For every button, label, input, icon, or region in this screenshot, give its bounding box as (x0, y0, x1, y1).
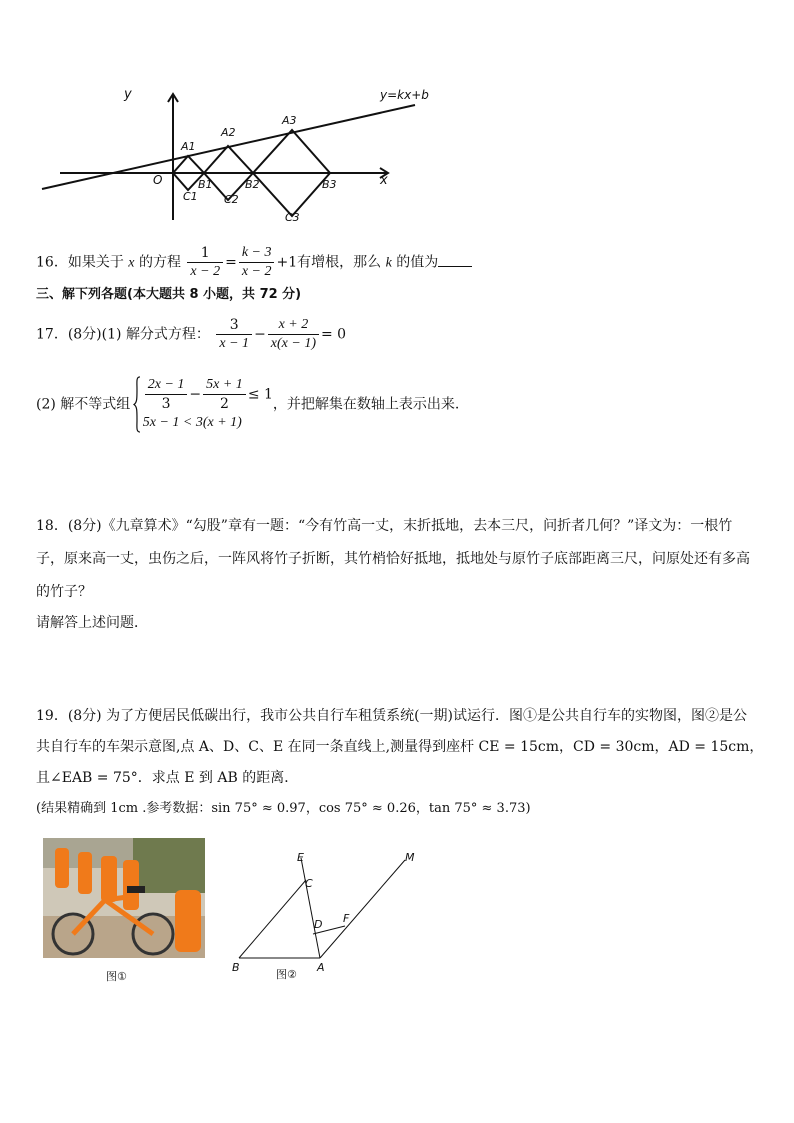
question-19-line-3: 且∠EAB = 75°．求点 E 到 AB 的距离． (36, 770, 299, 786)
frac-num: 2x − 1 (145, 376, 188, 395)
point-label: B3 (322, 178, 337, 191)
coordinate-figure (30, 80, 450, 230)
q16-plus: +1 (276, 254, 298, 271)
point-label: B2 (245, 178, 260, 191)
frac-num: x + 2 (268, 316, 319, 335)
segment-BC (239, 880, 306, 958)
question-19-line-2: 共自行车的车架示意图,点 A、D、C、E 在同一条直线上,测量得到座杆 CE = 15cm，CD = 30cm，AD = 15cm， (36, 739, 764, 755)
frac-num: 5x + 1 (203, 376, 246, 395)
line-label: y=kx+b (380, 88, 429, 102)
q16-number: 16． (36, 254, 68, 271)
frac-num: 3 (216, 316, 252, 335)
point-label: A3 (282, 114, 297, 127)
q17-part2-label: (2) 解不等式组 (36, 396, 131, 413)
point-label-F: F (343, 912, 350, 925)
point-label: C1 (183, 190, 198, 203)
ineq-fraction-1 (145, 376, 188, 413)
frac-den: x(x − 1) (270, 336, 316, 351)
q16-fraction-2 (239, 244, 275, 281)
ineq-rhs: ≤ 1 (247, 386, 273, 403)
frac-num: k − 3 (239, 244, 275, 263)
question-17-part-2 (36, 376, 459, 433)
point-label-E: E (297, 851, 304, 864)
question-18-line-1: 18．(8分)《九章算术》“勾股”章有一题：“今有竹高一丈，末折抵地，去本三尺，问折者几何？”译文为：一根竹 (36, 518, 733, 534)
frame-diagram (225, 850, 425, 970)
q17-part1-label: (1) 解分式方程： (101, 326, 210, 343)
figure-1-caption: 图① (106, 970, 127, 983)
question-19-line-1: 19．(8分) 为了方便居民低碳出行，我市公共自行车租赁系统(一期)试运行．图①是公共自行车的实物图，图②是公 (36, 708, 748, 724)
point-label-M: M (405, 851, 415, 864)
q16-text: 如果关于 (67, 254, 124, 271)
inequality-system (135, 376, 273, 433)
question-18-line-4: 请解答上述问题． (36, 615, 148, 631)
frac-den: 3 (161, 396, 171, 412)
answer-blank[interactable] (438, 252, 472, 267)
q16-eq: = (225, 254, 237, 271)
frac-num: 1 (187, 244, 223, 263)
brace-icon (133, 376, 141, 433)
point-label: C2 (224, 193, 239, 206)
q16-var: k (385, 255, 392, 271)
q17-fraction-2 (268, 316, 319, 353)
frac-den: x − 2 (190, 264, 221, 279)
q17-minus: − (254, 326, 266, 343)
q17-tail: ，并把解集在数轴上表示出来. (272, 396, 460, 413)
frac-den: 2 (220, 396, 229, 412)
axis-x-label: x (380, 173, 388, 188)
frac-den: x − 1 (219, 336, 250, 351)
point-label: B1 (198, 178, 213, 191)
segment-AM (320, 860, 405, 958)
point-label-C: C (305, 877, 313, 890)
inequality-row-1 (143, 376, 273, 413)
question-18-line-2: 子，原来高一丈，虫伤之后，一阵风将竹子折断，其竹梢恰好抵地，抵地处与原竹子底部距离三尺，问原处还有多高 (36, 551, 750, 567)
bicycle-photo (43, 838, 205, 958)
q16-var: x (128, 255, 135, 271)
point-label-B: B (232, 961, 240, 974)
q17-rhs: = 0 (321, 326, 347, 343)
question-19-line-4: (结果精确到 1cm .参考数据：sin 75° ≈ 0.97，cos 75° ≈ 0.26，tan 75° ≈ 3.73) (36, 801, 531, 816)
axis-y-label: y (124, 87, 132, 102)
question-17-part-1 (36, 316, 346, 353)
q16-text: 的方程 (138, 254, 181, 271)
point-label-D: D (314, 918, 323, 931)
q17-number: 17．(8分) (36, 326, 102, 343)
question-18-line-3: 的竹子？ (36, 584, 92, 600)
question-16 (36, 244, 472, 281)
q16-text: 有增根，那么 (297, 254, 382, 271)
figure-2-caption: 图② (276, 968, 297, 981)
point-label: A2 (221, 126, 236, 139)
point-label: C3 (285, 211, 300, 224)
frac-den: x − 2 (241, 264, 272, 279)
section-title: 三、解下列各题(本大题共 8 小题，共 72 分) (36, 287, 302, 302)
ineq-minus: − (189, 386, 202, 403)
q16-fraction-1 (187, 244, 223, 281)
segment-AE (301, 858, 323, 958)
point-label-A: A (317, 961, 325, 974)
q17-fraction-1 (216, 316, 252, 353)
q16-text: 的值为 (396, 254, 439, 271)
point-label: A1 (181, 140, 196, 153)
ineq-fraction-2 (203, 376, 246, 413)
origin-label: O (153, 173, 163, 187)
inequality-row-2: 5x − 1 < 3(x + 1) (142, 415, 242, 430)
